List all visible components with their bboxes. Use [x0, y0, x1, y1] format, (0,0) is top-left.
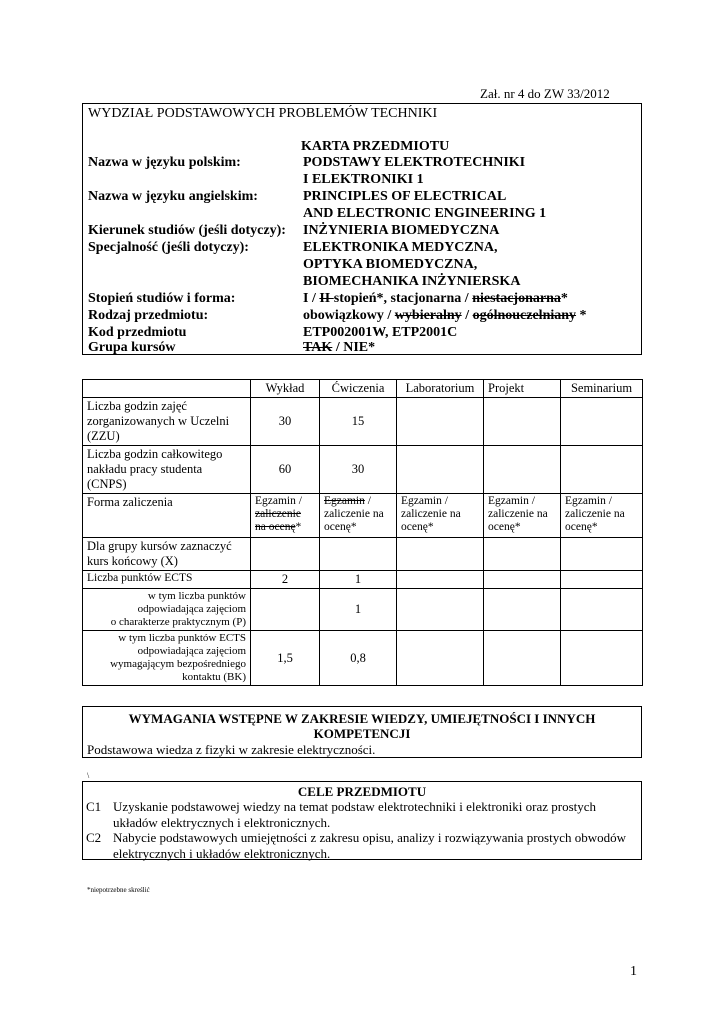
header-empty-cell [83, 380, 251, 398]
goal-text: Nabycie podstawowych umiejętności z zakresu opisu, analizy i rozwiązywania prostych obwodów elektrycznych i układów elektronicznych. [113, 830, 626, 861]
cell-bk-project [484, 631, 561, 686]
group-value: TAK / NIE* [303, 340, 376, 355]
degree-value: I / II stopień*, stacjonarna / niestacjonarna* [303, 291, 568, 306]
cell-form-exercises: Egzamin / zaliczenie na ocenę* [320, 494, 397, 538]
row-label-form: Forma zaliczenia [83, 494, 251, 538]
spec-line2: OPTYKA BIOMEDYCZNA, [303, 257, 478, 272]
row-label-cnps: Liczba godzin całkowitego nakładu pracy studenta (CNPS) [83, 446, 251, 494]
cell-form-seminar: Egzamin / zaliczenie na ocenę* [561, 494, 643, 538]
table-row-ects [83, 571, 643, 589]
code-value: ETP002001W, ETP2001C [303, 325, 458, 340]
faculty-name: WYDZIAŁ PODSTAWOWYCH PROBLEMÓW TECHNIKI [88, 106, 438, 121]
spec-line1: ELEKTRONIKA MEDYCZNA, [303, 240, 498, 255]
goal-item [86, 799, 633, 831]
degree-label: Stopień studiów i forma: [88, 291, 236, 306]
cell-practical-seminar [561, 589, 643, 631]
table-row-bk [83, 631, 643, 686]
goals-title: CELE PRZEDMIOTU [297, 784, 427, 799]
goal-number: C1 [86, 799, 102, 814]
row-label-ects: Liczba punktów ECTS [83, 571, 251, 589]
spec-line3: BIOMECHANIKA INŻYNIERSKA [303, 274, 521, 289]
name-pl-line1: PODSTAWY ELEKTROTECHNIKI [303, 155, 526, 170]
name-en-line1: PRINCIPLES OF ELECTRICAL [303, 189, 507, 204]
cell-zzu-exercises: 15 [320, 398, 397, 446]
row-label-bk: w tym liczba punktów ECTS odpowiadająca zajęciom wymagającym bezpośredniego kontaktu (BK) [83, 631, 251, 686]
cell-zzu-lecture: 30 [251, 398, 320, 446]
cell-final-laboratory [397, 538, 484, 571]
cell-practical-exercises: 1 [320, 589, 397, 631]
cell-form-project: Egzamin / zaliczenie na ocenę* [484, 494, 561, 538]
code-label: Kod przedmiotu [88, 325, 187, 340]
spec-label: Specjalność (jeśli dotyczy): [88, 240, 249, 255]
cell-bk-exercises: 0,8 [320, 631, 397, 686]
cell-bk-laboratory [397, 631, 484, 686]
footnote: *niepotrzebne skreślić [87, 886, 150, 894]
goals-box [82, 781, 642, 860]
course-card [82, 103, 642, 355]
name-pl-line2: I ELEKTRONIKI 1 [303, 172, 424, 187]
prerequisites-box [82, 706, 642, 758]
field-value: INŻYNIERIA BIOMEDYCZNA [303, 223, 500, 238]
cell-ects-laboratory [397, 571, 484, 589]
type-value: obowiązkowy / wybieralny / ogólnouczelniany * [303, 308, 587, 323]
name-pl-label: Nazwa w języku polskim: [88, 155, 241, 170]
cell-cnps-exercises: 30 [320, 446, 397, 494]
cell-zzu-project [484, 398, 561, 446]
cell-final-exercises [320, 538, 397, 571]
col-header-exercises: Ćwiczenia [320, 380, 397, 398]
cell-final-seminar [561, 538, 643, 571]
table-row-final-course [83, 538, 643, 571]
cell-bk-seminar [561, 631, 643, 686]
stray-mark: \ [87, 771, 90, 780]
cell-zzu-seminar [561, 398, 643, 446]
table-header-row [83, 380, 643, 398]
cell-practical-laboratory [397, 589, 484, 631]
group-label: Grupa kursów [88, 340, 176, 355]
attachment-note: Zał. nr 4 do ZW 33/2012 [480, 86, 610, 101]
table-row-zzu [83, 398, 643, 446]
cell-final-lecture [251, 538, 320, 571]
prerequisites-title: WYMAGANIA WSTĘPNE W ZAKRESIE WIEDZY, UMIEJĘTNOŚCI I INNYCH KOMPETENCJI [128, 711, 596, 741]
goal-text: Uzyskanie podstawowej wiedzy na temat podstaw elektrotechniki i elektroniki oraz prostych układów elektrycznych i elektronicznych. [113, 799, 597, 830]
cell-form-laboratory: Egzamin / zaliczenie na ocenę* [397, 494, 484, 538]
type-label: Rodzaj przedmiotu: [88, 308, 209, 323]
cell-bk-lecture: 1,5 [251, 631, 320, 686]
col-header-seminar: Seminarium [561, 380, 643, 398]
name-en-line2: AND ELECTRONIC ENGINEERING 1 [303, 206, 547, 221]
cell-zzu-laboratory [397, 398, 484, 446]
cell-ects-exercises: 1 [320, 571, 397, 589]
col-header-project: Projekt [484, 380, 561, 398]
hours-table [82, 379, 643, 686]
col-header-laboratory: Laboratorium [397, 380, 484, 398]
prerequisites-text: Podstawowa wiedza z fizyki w zakresie elektryczności. [87, 742, 376, 757]
table-row-cnps [83, 446, 643, 494]
card-title: KARTA PRZEDMIOTU [301, 139, 450, 154]
cell-cnps-laboratory [397, 446, 484, 494]
row-label-final-course: Dla grupy kursów zaznaczyć kurs końcowy (X) [83, 538, 251, 571]
cell-cnps-project [484, 446, 561, 494]
cell-ects-project [484, 571, 561, 589]
name-en-label: Nazwa w języku angielskim: [88, 189, 258, 204]
cell-ects-seminar [561, 571, 643, 589]
cell-practical-lecture [251, 589, 320, 631]
goal-item [86, 830, 633, 862]
table-row-form [83, 494, 643, 538]
table-row-practical [83, 589, 643, 631]
goal-number: C2 [86, 830, 102, 845]
cell-form-lecture: Egzamin / zaliczenie na ocenę* [251, 494, 320, 538]
cell-final-project [484, 538, 561, 571]
row-label-practical: w tym liczba punktów odpowiadająca zajęciom o charakterze praktycznym (P) [83, 589, 251, 631]
page-number: 1 [630, 964, 637, 979]
cell-cnps-lecture: 60 [251, 446, 320, 494]
field-label: Kierunek studiów (jeśli dotyczy): [88, 223, 286, 238]
col-header-lecture: Wykład [251, 380, 320, 398]
row-label-zzu: Liczba godzin zajęć zorganizowanych w Uczelni (ZZU) [83, 398, 251, 446]
cell-cnps-seminar [561, 446, 643, 494]
cell-practical-project [484, 589, 561, 631]
cell-ects-lecture: 2 [251, 571, 320, 589]
